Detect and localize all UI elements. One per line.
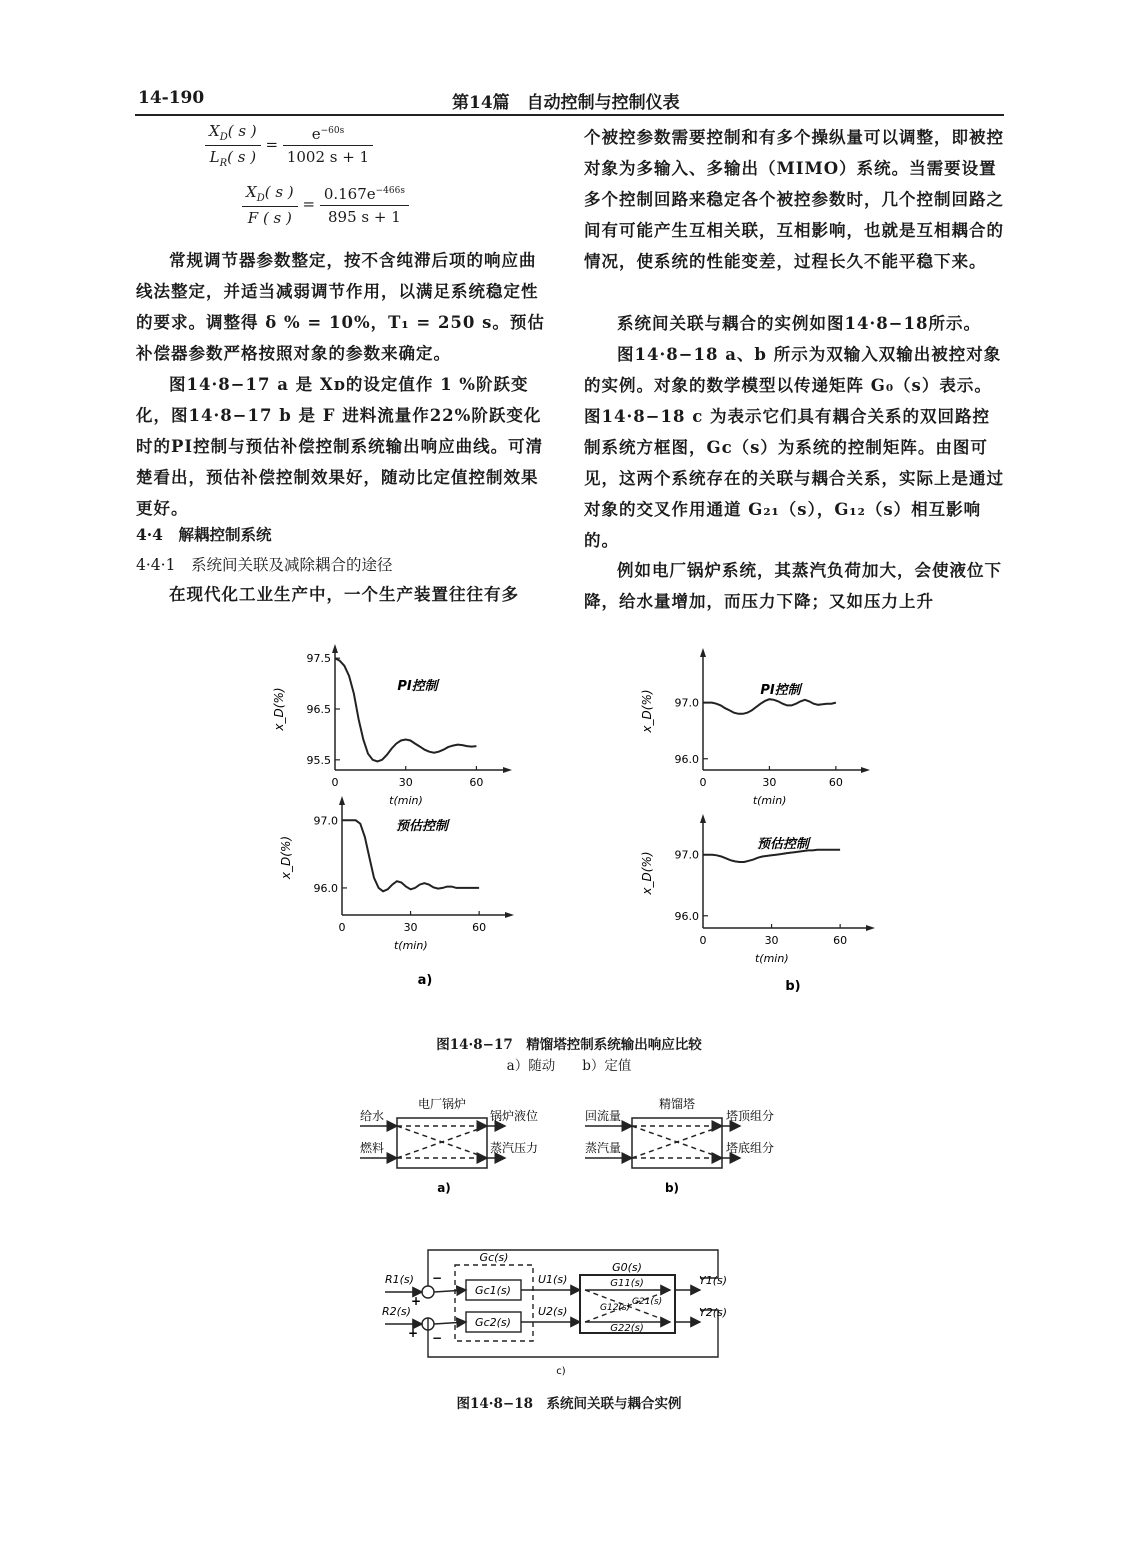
y-axis-label: x_D(%) xyxy=(279,835,293,880)
x-axis-label: t(min) xyxy=(752,794,787,807)
fig18c-G21: G21(s) xyxy=(632,1297,663,1307)
x-tick-label: 0 xyxy=(699,776,707,789)
x-tick-label: 30 xyxy=(764,934,779,947)
fig18c-minus-2: − xyxy=(432,1331,443,1345)
fig18c-G22: G22(s) xyxy=(610,1323,644,1334)
fig18c-U2: U2(s) xyxy=(538,1305,568,1318)
x-tick-label: 0 xyxy=(331,776,339,789)
fig18b-output-2: 塔底组分 xyxy=(726,1141,775,1155)
y-axis-label: x_D(%) xyxy=(640,851,654,895)
x-axis-label: t(min) xyxy=(389,794,423,807)
y-tick-label: 97.0 xyxy=(313,814,338,828)
y-tick-label: 96.0 xyxy=(674,752,699,766)
x-tick-label: 0 xyxy=(699,934,707,947)
fig18a-title: 电厂锅炉 xyxy=(417,1097,467,1111)
chart-title: 预估控制 xyxy=(395,819,449,834)
fig18c-plus-2: + xyxy=(408,1326,419,1340)
fig17-label-a: a) xyxy=(417,973,433,988)
fig18c-Gc: Gc(s) xyxy=(479,1251,509,1264)
page-number: 14-190 xyxy=(138,88,205,108)
fig18b-label: b) xyxy=(664,1181,680,1195)
fig18b-input-2: 蒸汽量 xyxy=(585,1141,622,1155)
fig18a-input-1: 给水 xyxy=(360,1109,385,1123)
chart-title: PI控制 xyxy=(760,683,801,698)
fig18c-plus-1: + xyxy=(411,1294,422,1308)
fig18c-R1: R1(s) xyxy=(385,1273,414,1286)
y-axis-label: x_D(%) xyxy=(272,687,286,731)
y-tick-label: 95.5 xyxy=(306,753,331,767)
x-axis-label: t(min) xyxy=(393,939,428,952)
equation-1: $\frac{X_D( s )}{L_R( s )}$ = $\frac{e^{-60s}}{1002 s + 1}$ xyxy=(205,122,373,169)
fig18a-output-2: 蒸汽压力 xyxy=(490,1141,539,1155)
fig18c-Y1: Y1(s) xyxy=(699,1274,728,1287)
right-paragraph-2: 系统间关联与耦合的实例如图14·8−18所示。 xyxy=(617,314,981,333)
left-paragraph-2: 图14·8−17 a 是 Xᴅ的设定值作 1 %阶跃变化，图14·8−17 b 是 F 进料流量作22%阶跃变化时的PI控制与预估补偿控制系统输出响应曲线。可清楚看出，预估补偿控制效果好，随动比定值控制效果更好。 xyxy=(136,375,544,518)
x-tick-label: 60 xyxy=(472,921,487,934)
section-heading: 4·4 解耦控制系统 xyxy=(136,525,272,544)
y-tick-label: 96.5 xyxy=(306,703,331,716)
fig18c-G12: G12(s) xyxy=(600,1303,631,1313)
fig17-caption: 图14·8−17 精馏塔控制系统输出响应比较 xyxy=(436,1037,702,1053)
y-tick-label: 97.5 xyxy=(306,652,331,666)
fig18-caption: 图14·8−18 系统间关联与耦合实例 xyxy=(456,1396,682,1412)
subsection-heading: 4·4·1 系统间关联及减除耦合的途径 xyxy=(136,556,393,574)
y-tick-label: 96.0 xyxy=(674,909,699,923)
y-tick-label: 97.0 xyxy=(674,696,699,710)
x-tick-label: 60 xyxy=(469,776,484,789)
x-tick-label: 30 xyxy=(398,776,413,789)
y-tick-label: 97.0 xyxy=(674,848,699,862)
fig18c-G0: G0(s) xyxy=(612,1261,642,1274)
y-tick-label: 96.0 xyxy=(313,881,338,895)
fig18c-G11: G11(s) xyxy=(610,1278,644,1289)
x-tick-label: 60 xyxy=(833,934,848,947)
right-paragraph-4: 例如电厂锅炉系统，其蒸汽负荷加大，会使液位下降，给水量增加，而压力下降；又如压力上升 xyxy=(584,561,1002,611)
fig18c-Gc2: Gc2(s) xyxy=(475,1316,511,1329)
x-tick-label: 30 xyxy=(403,921,418,934)
right-paragraph-1: 个被控参数需要控制和有多个操纵量可以调整，即被控对象为多输入、多输出（MIMO）系统。当需要设置多个控制回路来稳定各个被控参数时，几个控制回路之间有可能产生互相关联，互相影响，也就是互相耦合的情况，使系统的性能变差，过程长久不能平稳下来。 xyxy=(584,128,1004,271)
fig17-label-b: b) xyxy=(785,979,801,994)
fig18a-output-1: 锅炉液位 xyxy=(490,1109,539,1123)
running-title: 第14篇 自动控制与控制仪表 xyxy=(452,93,680,113)
x-tick-label: 0 xyxy=(338,921,346,934)
y-axis-label: x_D(%) xyxy=(640,689,654,733)
fig18c-label: c) xyxy=(556,1366,566,1377)
x-axis-label: t(min) xyxy=(754,952,789,965)
chart-title: 预估控制 xyxy=(756,837,810,852)
fig17-subcaption: a）随动 b）定值 xyxy=(506,1058,632,1074)
chart-title: PI控制 xyxy=(397,679,438,694)
fig18c-Y2: Y2(s) xyxy=(699,1306,728,1319)
fig18b-output-1: 塔顶组分 xyxy=(726,1109,775,1123)
fig18b-input-1: 回流量 xyxy=(585,1109,622,1123)
left-paragraph-3: 在现代化工业生产中，一个生产装置往往有多 xyxy=(169,585,519,604)
fig18a-input-2: 燃料 xyxy=(360,1141,385,1155)
left-paragraph-1: 常规调节器参数整定，按不含纯滞后项的响应曲线法整定，并适当减弱调节作用，以满足系统稳定性的要求。调整得 δ % = 10%，T₁ = 250 s。预估补偿器参数严格按照对象的参数来确定。 xyxy=(136,251,545,363)
fig18c-U1: U1(s) xyxy=(538,1273,568,1286)
fig18c-R2: R2(s) xyxy=(382,1305,411,1318)
right-paragraph-3: 图14·8−18 a、b 所示为双输入双输出被控对象的实例。对象的数学模型以传递矩阵 G₀（s）表示。图14·8−18 c 为表示它们具有耦合关系的双回路控制系统方框图，Gᴄ（s）为系统的控制矩阵。由图可见，这两个系统存在的关联与耦合关系，实际上是通过对象的交叉作用通道 G₂₁（s），G₁₂（s）相互影响的。 xyxy=(584,345,1004,550)
x-tick-label: 30 xyxy=(762,776,777,789)
fig18c-Gc1: Gc1(s) xyxy=(475,1284,511,1297)
fig18b-title: 精馏塔 xyxy=(658,1097,696,1111)
fig18a-label: a) xyxy=(437,1181,451,1195)
x-tick-label: 60 xyxy=(828,776,843,789)
equation-2: $\frac{X_D( s )}{F ( s )}$ = $\frac{0.167e^{-466s}}{895 s + 1}$ xyxy=(242,183,409,227)
fig18c-minus-1: − xyxy=(432,1271,443,1285)
